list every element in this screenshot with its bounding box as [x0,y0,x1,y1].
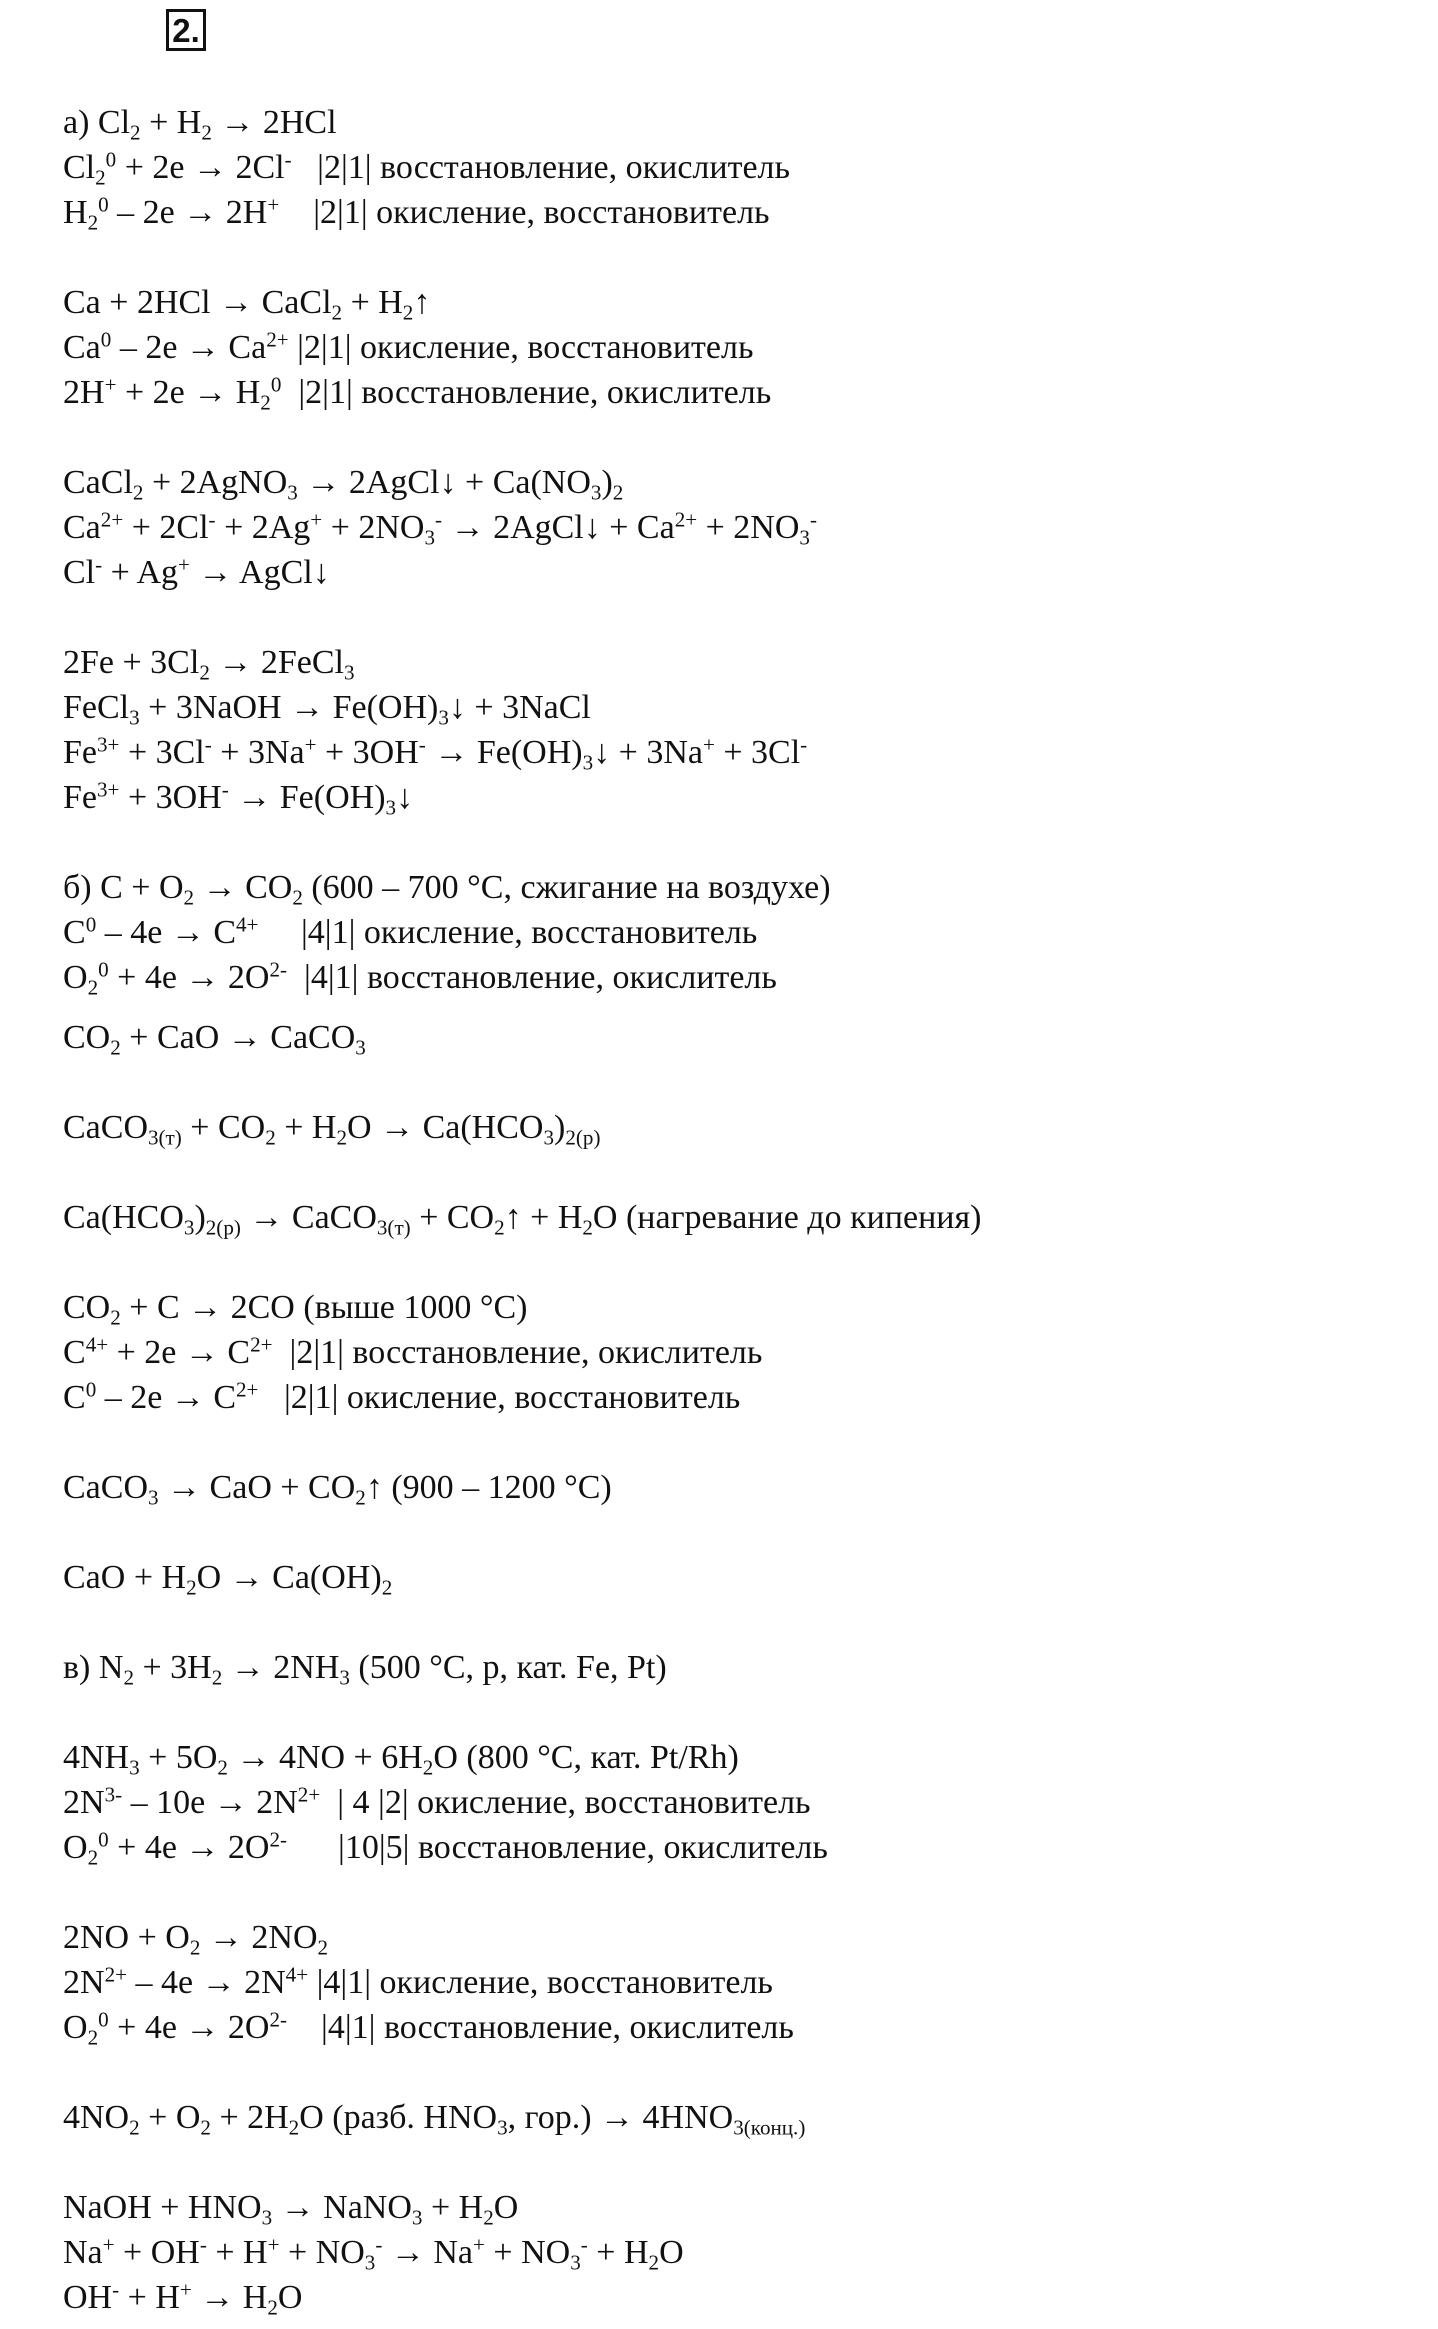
superscript: - [375,2232,383,2257]
superscript: - [199,2232,207,2257]
equation-text: CaCO [63,1109,148,1146]
equation-line [63,2188,518,2228]
subscript: 2 [483,2205,494,2230]
superscript: 2+ [297,1782,321,1807]
subscript: 3 [339,1665,350,1690]
equation-text: + 2e → H [116,374,261,411]
equation-text: + 5O [139,1739,218,1776]
superscript: 0 [105,147,117,172]
equation-text: + CO [410,1199,495,1236]
equation-text: |4|1| окисление, восстановитель [308,1964,773,2001]
equation-text: + 3Na [211,734,305,771]
superscript: 3+ [97,732,120,757]
equation-text: + 2NO [697,509,800,546]
equation-text: C [63,1379,86,1416]
task-number-box: 2. [166,9,206,51]
equation-line [63,148,790,188]
equation-text: CO [63,1289,111,1326]
equation-line [63,1288,527,1328]
equation-text: → Fe(OH) [425,734,583,771]
subscript: 2(р) [205,1215,241,1240]
subscript: 3(конц.) [733,2115,806,2140]
equation-line [63,733,807,773]
subscript: 3 [129,1755,140,1780]
equation-text: – 4e → C [96,914,237,951]
superscript: 0 [100,327,112,352]
equation-text: 2H [63,374,105,411]
equation-text: Ca + 2HCl → CaCl [63,284,332,321]
equation-line [63,688,591,728]
superscript: - [95,552,103,577]
superscript: 0 [85,912,97,937]
subscript: 2 [267,2295,278,2320]
subscript: 3(т) [148,1125,182,1150]
equation-text: NaOH + HNO [63,2189,262,2226]
subscript: 3 [343,660,355,685]
equation-text: + 4e → 2O [108,959,270,996]
equation-line [63,103,337,143]
equation-line [63,1198,981,1238]
equation-text: O (разб. HNO [299,2099,498,2136]
equation-line [63,1333,762,1373]
superscript: + [310,507,323,532]
equation-text: |4|1| восстановление, окислитель [287,959,777,996]
equation-text: + CO [181,1109,266,1146]
equation-text: O [493,2189,519,2226]
equation-text: + 3Cl [119,734,205,771]
equation-text: |2|1| восстановление, окислитель [281,374,772,411]
equation-line [63,643,355,683]
equation-text: H [63,194,88,231]
equation-line [63,508,817,548]
equation-line [63,1108,600,1148]
equation-line [63,1738,739,1778]
equation-text: Na [63,2234,103,2271]
equation-text: O [63,2009,88,2046]
equation-text: ↓ [396,779,414,816]
subscript: 2 [265,1125,276,1150]
equation-text: → Fe(OH) [228,779,386,816]
superscript: + [104,372,117,397]
subscript: 2 [129,2115,140,2140]
equation-text: C [63,1334,86,1371]
equation-text: (600 – 700 °C, сжигание на воздухе) [302,869,831,906]
superscript: + [178,552,190,577]
equation-text: → Na [382,2234,474,2271]
equation-text: (500 °C, p, кат. Fe, Pt) [349,1649,667,1686]
subscript: 3 [582,750,594,775]
superscript: 2- [269,957,288,982]
superscript: - [208,507,216,532]
equation-text: |10|5| восстановление, окислитель [287,1829,828,1866]
equation-text: + 2NO [322,509,425,546]
subscript: 2 [355,1485,366,1510]
subscript: 3 [183,1215,195,1240]
equation-text: → 2HCl [211,104,337,141]
superscript: 0 [98,192,109,217]
equation-text: ) [601,464,613,501]
superscript: + [304,732,317,757]
subscript: 3 [385,795,397,820]
superscript: - [221,777,229,802]
equation-text: | 4 |2| окисление, восстановитель [320,1784,811,1821]
equation-text: 2Fe + 3Cl [63,644,200,681]
superscript: 4+ [285,1962,309,1987]
subscript: 2 [211,1665,223,1690]
subscript: 2 [110,1035,121,1060]
equation-line [63,1558,392,1598]
superscript: + [267,2232,280,2257]
equation-text: O (нагревание до кипения) [592,1199,982,1236]
equation-text: Ca [63,509,101,546]
equation-text: C [63,914,86,951]
subscript: 3 [129,705,140,730]
equation-text: + OH [114,2234,200,2271]
equation-line [63,373,771,413]
superscript: - [418,732,426,757]
subscript: 3 [497,2115,508,2140]
equation-text: + H [119,2279,180,2316]
equation-text: O [277,2279,303,2316]
superscript: 2+ [674,507,698,532]
subscript: 2 [422,1755,434,1780]
superscript: - [204,732,212,757]
subscript: 2 [87,210,99,235]
subscript: 2 [648,2250,660,2275]
equation-text: + C → 2CO (выше 1000 °C) [120,1289,528,1326]
equation-line [63,1468,612,1508]
equation-text: |2|1| окисление, восстановитель [279,194,770,231]
subscript: 2 [612,480,624,505]
equation-text: OH [63,2279,113,2316]
equation-text: Ca [63,329,101,366]
equation-text: + H [140,104,202,141]
equation-text: + 3H [133,1649,212,1686]
equation-text: |2|1| восстановление, окислитель [291,149,791,186]
superscript: 0 [98,2007,109,2032]
equation-text: + 3NaOH → Fe(OH) [139,689,439,726]
equation-text: ↑ (900 – 1200 °C) [365,1469,612,1506]
equation-text: + 3Cl [714,734,801,771]
equation-text: 2NO + O [63,1919,190,1956]
equation-text: – 4e → 2N [127,1964,286,2001]
subscript: 3 [148,1485,159,1510]
equation-line [63,553,330,593]
superscript: - [580,2232,588,2257]
equation-text: ↑ [413,284,431,321]
equation-line [63,1963,773,2003]
superscript: 3+ [97,777,120,802]
superscript: 0 [98,957,109,982]
subscript: 2 [201,120,212,145]
equation-line [63,463,623,503]
subscript: 2 [402,300,414,325]
equation-text: 2N [63,1784,105,1821]
equation-text: → 2AgCl↓ + Ca(NO [297,464,591,501]
subscript: 2 [582,1215,593,1240]
superscript: 2+ [236,1377,259,1402]
subscript: 2 [331,300,343,325]
superscript: + [702,732,715,757]
equation-text: → 2FeCl [209,644,344,681]
superscript: 2+ [250,1332,273,1357]
equation-line [63,193,770,233]
superscript: 4+ [85,1332,109,1357]
equation-text: + 2H [210,2099,289,2136]
subscript: 2 [494,1215,505,1240]
equation-text: → CaO + CO [158,1469,356,1506]
subscript: 3 [590,480,602,505]
equation-line [63,2233,684,2273]
equation-line [63,1828,828,1868]
subscript: 2 [87,2025,99,2050]
equation-line [63,1918,328,1958]
subscript: 2 [288,2115,300,2140]
superscript: 0 [98,1827,109,1852]
subscript: 2 [132,480,144,505]
superscript: 2+ [100,507,124,532]
equation-text: |4|1| восстановление, окислитель [287,2009,794,2046]
equation-text: → 4NO + 6H [227,1739,423,1776]
subscript: 2(р) [565,1125,601,1150]
equation-text: + H [422,2189,484,2226]
equation-text: O (800 °C, кат. Pt/Rh) [433,1739,739,1776]
equation-line [63,1783,811,1823]
equation-text: б) C + O [63,869,184,906]
equation-text: – 2e → C [96,1379,237,1416]
equation-text: ↓ + 3Na [593,734,703,771]
equation-text: O [659,2234,684,2271]
equation-text: + CaO → CaCO [120,1019,356,1056]
equation-line [63,2278,302,2318]
equation-text: Fe [63,734,97,771]
superscript: 0 [270,372,282,397]
equation-text: |4|1| окисление, восстановитель [258,914,758,951]
equation-text: → 2AgCl↓ + Ca [442,509,675,546]
equation-line [63,328,753,368]
subscript: 2 [87,975,99,1000]
superscript: - [112,2277,120,2302]
subscript: 2 [110,1305,121,1330]
equation-text: |2|1| окисление, восстановитель [258,1379,741,1416]
superscript: + [102,2232,115,2257]
equation-text: |2|1| окисление, восстановитель [288,329,754,366]
equation-text: 2N [63,1964,105,2001]
subscript: 3 [411,2205,423,2230]
equation-text: → H [191,2279,268,2316]
equation-text: → CO [194,869,293,906]
equation-text: – 2e → 2H [108,194,268,231]
superscript: 2+ [104,1962,127,1987]
subscript: 3 [355,1035,366,1060]
equation-text: CaCl [63,464,133,501]
equation-text: ↓ + 3NaCl [448,689,591,726]
subscript: 3 [364,2250,376,2275]
equation-text: + 4e → 2O [108,2009,270,2046]
equation-text: + NO [484,2234,571,2271]
equation-text: Cl [63,554,96,591]
equation-text: а) Cl [63,104,131,141]
equation-text: + 4e → 2O [108,1829,270,1866]
subscript: 3(т) [376,1215,411,1240]
equation-text: + 3OH [316,734,419,771]
equation-text: O [63,1829,88,1866]
superscript: 4+ [236,912,259,937]
equation-text: в) N [63,1649,124,1686]
equation-text: + 3OH [119,779,222,816]
equation-text: + 2Ag [215,509,311,546]
subscript: 2 [87,1845,99,1870]
equation-text: + 2Cl [123,509,209,546]
equation-text: O → Ca(OH) [196,1559,382,1596]
equation-text: |2|1| восстановление, окислитель [272,1334,763,1371]
equation-text: + 2e → 2Cl [116,149,285,186]
superscript: 2+ [266,327,289,352]
equation-text: → NaNO [272,2189,412,2226]
subscript: 3 [543,1125,555,1150]
subscript: 2 [95,165,106,190]
equation-text: → 2NH [222,1649,340,1686]
superscript: - [284,147,292,172]
equation-text: → CaCO [240,1199,377,1236]
equation-text: + H [342,284,403,321]
subscript: 2 [200,2115,211,2140]
subscript: 3 [570,2250,581,2275]
superscript: 3- [104,1782,123,1807]
equation-text: – 10e → 2N [122,1784,298,1821]
subscript: 2 [260,390,271,415]
equation-line [63,958,777,998]
superscript: + [473,2232,485,2257]
equation-text: + NO [279,2234,365,2271]
equation-text: 4NO [63,2099,130,2136]
equation-text: + O [139,2099,201,2136]
equation-text: → AgCl↓ [189,554,330,591]
equation-text: ) [194,1199,206,1236]
superscript: + [267,192,280,217]
equation-text: O → Ca(HCO [347,1109,544,1146]
superscript: - [435,507,443,532]
equation-text: CaCO [63,1469,148,1506]
equation-text: ↑ + H [504,1199,583,1236]
equation-text: CO [63,1019,111,1056]
equation-text: ) [554,1109,566,1146]
subscript: 2 [189,1935,201,1960]
subscript: 2 [183,885,195,910]
subscript: 3 [261,2205,273,2230]
equation-line [63,283,430,323]
subscript: 2 [130,120,141,145]
equation-text: + 2e → C [108,1334,251,1371]
subscript: 2 [381,1575,393,1600]
equation-text: FeCl [63,689,130,726]
equation-text: + 2AgNO [143,464,288,501]
equation-line [63,778,413,818]
equation-text: CaO + H [63,1559,187,1596]
subscript: 3 [287,480,298,505]
subscript: 2 [217,1755,228,1780]
superscript: 2- [269,1827,288,1852]
equation-line [63,2008,794,2048]
superscript: 0 [85,1377,97,1402]
equation-text: Ca(HCO [63,1199,184,1236]
equation-line [63,1648,667,1688]
superscript: 2- [269,2007,288,2032]
equation-line [63,1018,366,1058]
equation-text: , гор.) → 4HNO [507,2099,734,2136]
equation-line [63,2098,805,2138]
equation-line [63,868,831,908]
equation-line [63,913,757,953]
superscript: - [800,732,808,757]
equation-line [63,1378,740,1418]
subscript: 2 [186,1575,197,1600]
equation-text: + Ag [102,554,179,591]
equation-text: + H [206,2234,268,2271]
equation-text: Fe [63,779,97,816]
subscript: 2 [199,660,210,685]
superscript: + [179,2277,192,2302]
subscript: 2 [317,1935,329,1960]
subscript: 2 [292,885,303,910]
equation-text: Cl [63,149,96,186]
equation-text: O [63,959,88,996]
subscript: 2 [336,1125,348,1150]
equation-text: – 2e → Ca [111,329,267,366]
equation-text: + H [587,2234,649,2271]
subscript: 3 [424,525,436,550]
subscript: 2 [123,1665,134,1690]
equation-text: 4NH [63,1739,130,1776]
subscript: 3 [438,705,449,730]
subscript: 3 [799,525,810,550]
equation-text: → 2NO [200,1919,318,1956]
equation-text: + H [275,1109,337,1146]
superscript: - [809,507,817,532]
